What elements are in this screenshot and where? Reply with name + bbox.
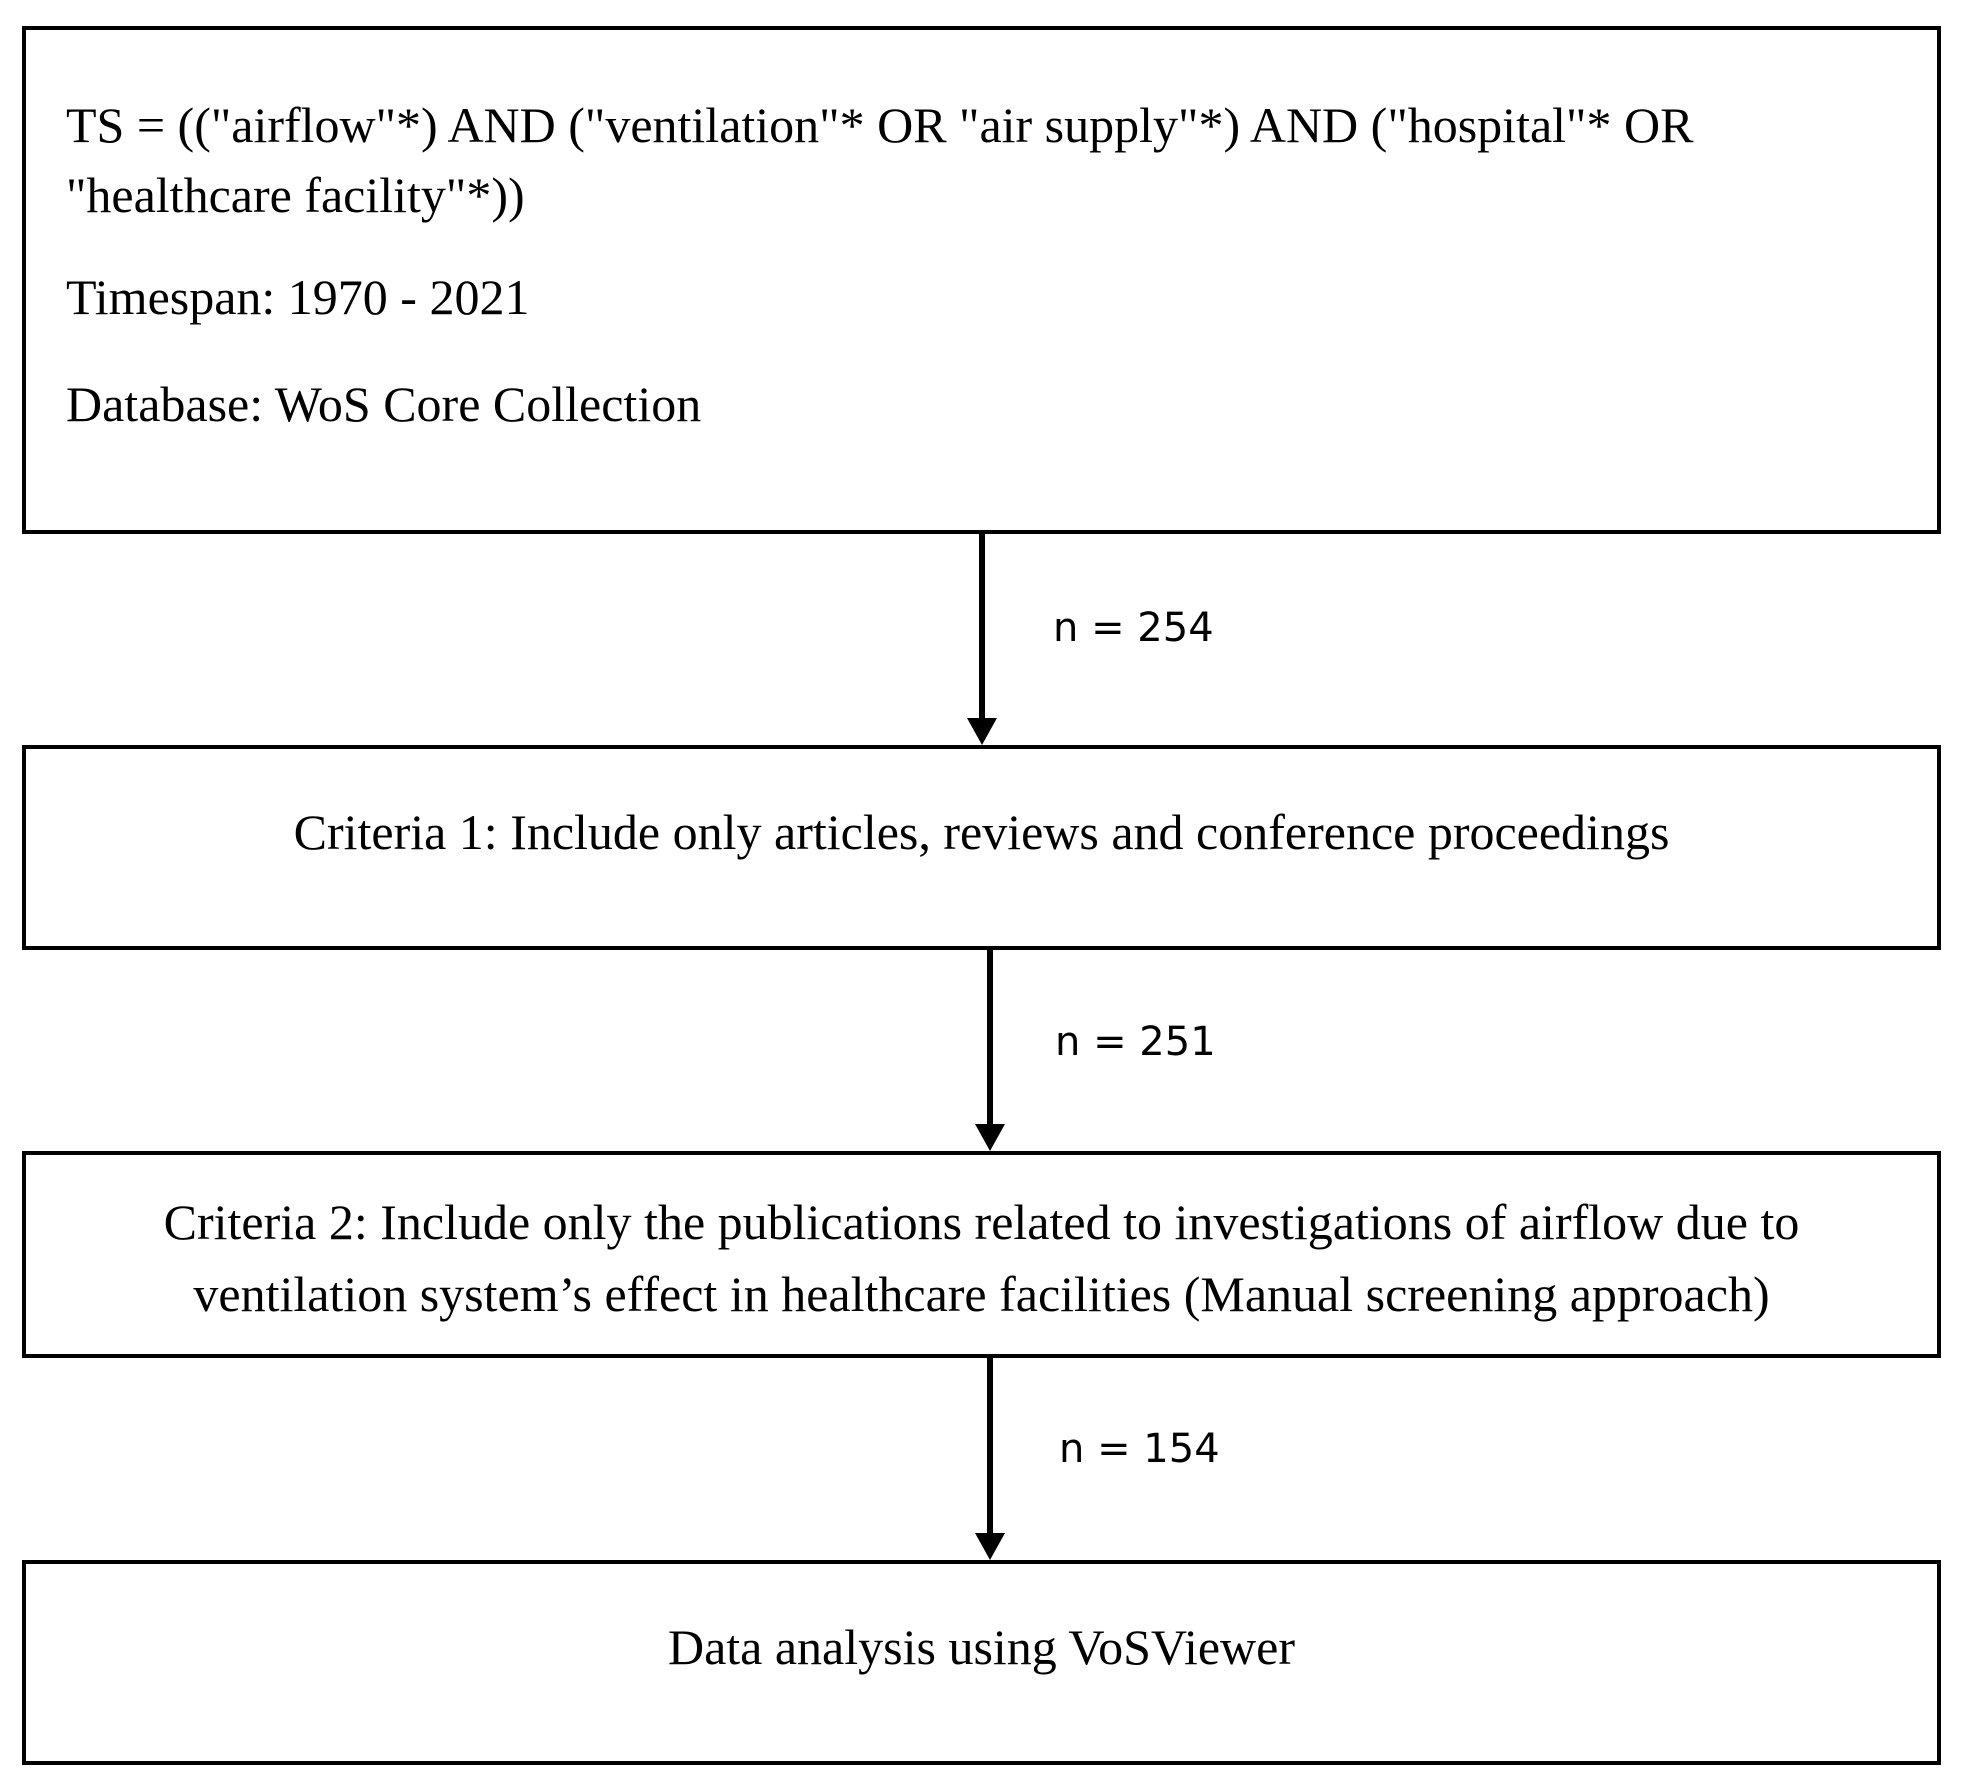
data-analysis-box — [22, 1560, 1941, 1765]
arrow-query-to-criteria1 — [967, 534, 997, 745]
timespan-label: Timespan: 1970 - 2021 — [66, 269, 530, 325]
criteria-2-line-1: Criteria 2: Include only the publications related to investigations of airflow due to — [163, 1194, 1800, 1250]
criteria-2-box — [22, 1151, 1941, 1358]
count-after-query: n = 254 — [1053, 605, 1214, 651]
search-query-box — [22, 26, 1941, 534]
arrow-criteria1-to-criteria2 — [975, 950, 1005, 1151]
arrow-criteria2-to-analysis — [975, 1358, 1005, 1560]
count-after-criteria-1: n = 251 — [1055, 1019, 1216, 1065]
query-line-2: "healthcare facility"*)) — [66, 167, 525, 223]
criteria-2-line-2: ventilation system’s effect in healthcare facilities (Manual screening approach) — [193, 1266, 1770, 1322]
database-label: Database: WoS Core Collection — [66, 376, 702, 432]
data-analysis-text: Data analysis using VoSViewer — [667, 1619, 1296, 1675]
criteria-1-box — [22, 745, 1941, 950]
query-line-1: TS = (("airflow"*) AND ("ventilation"* OR "air supply"*) AND ("hospital"* OR — [66, 97, 1694, 153]
criteria-1-text: Criteria 1: Include only articles, reviews and conference proceedings — [293, 804, 1670, 860]
count-after-criteria-2: n = 154 — [1059, 1426, 1220, 1472]
